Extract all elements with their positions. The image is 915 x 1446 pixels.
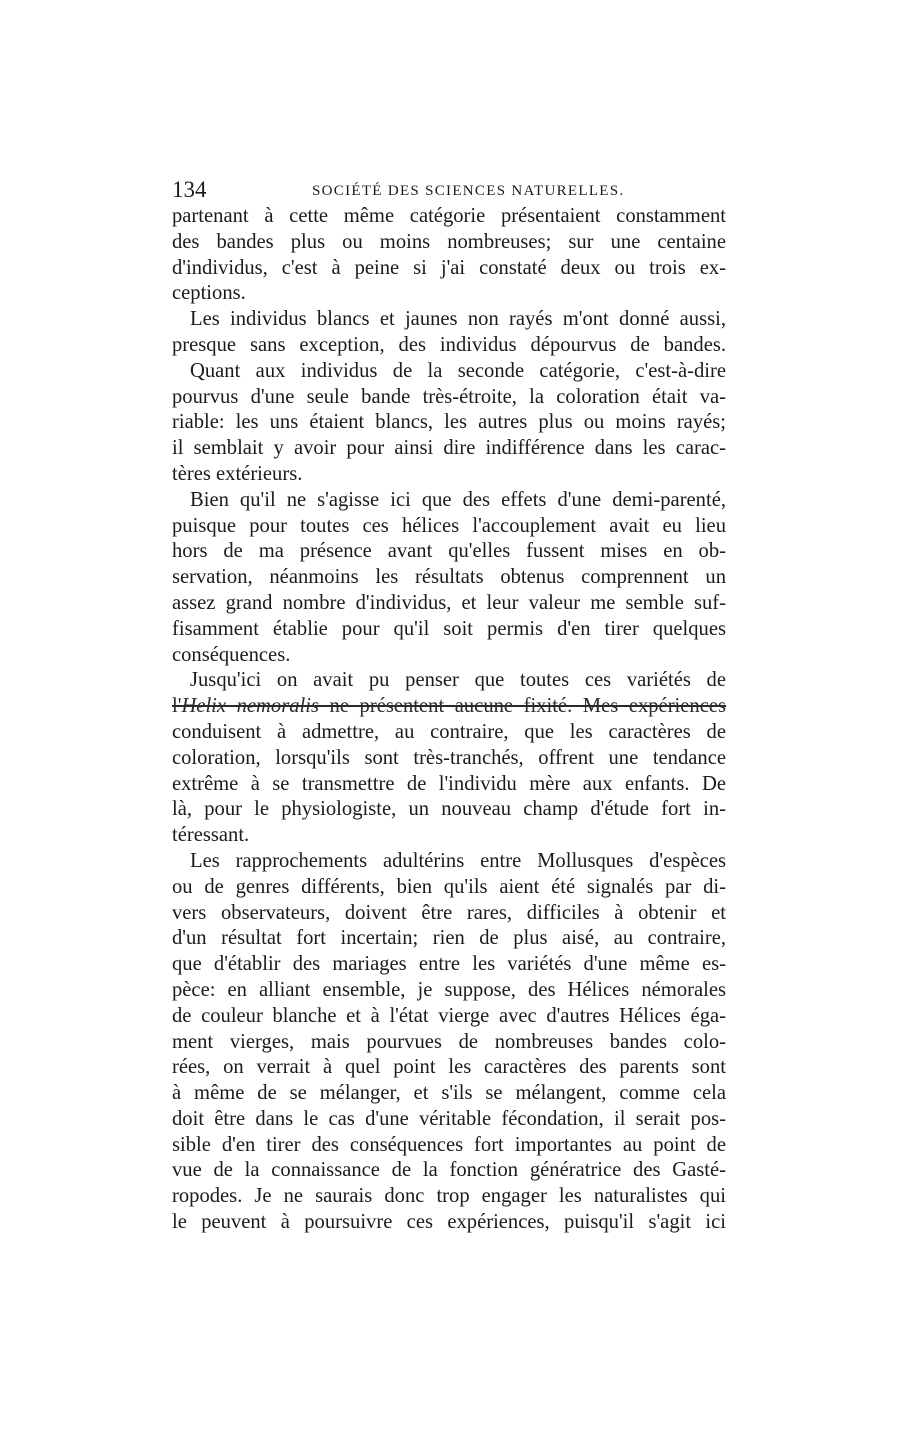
text-line: rées, on verrait à quel point les caractères des parents sont <box>172 1056 726 1079</box>
text-line: d'un résultat fort incertain; rien de plus aisé, au contraire, <box>172 927 726 950</box>
text-line: là, pour le physiologiste, un nouveau champ d'étude fort in- <box>172 798 726 821</box>
text-line: ment vierges, mais pourvues de nombreuses bandes colo- <box>172 1030 726 1053</box>
text-line: puisque pour toutes ces hélices l'accouplement avait eu lieu <box>172 514 726 537</box>
text-line: que d'établir des mariages entre les variétés d'une même es- <box>172 953 726 976</box>
text-line: Jusqu'ici on avait pu penser que toutes ces variétés de <box>190 669 726 692</box>
species-name: Helix nemoralis <box>181 695 319 718</box>
book-page <box>172 176 726 1236</box>
text-line: Bien qu'il ne s'agisse ici que des effets d'une demi-parenté, <box>190 488 726 511</box>
struck-prefix: l' <box>172 695 182 718</box>
text-line: Quant aux individus de la seconde catégorie, c'est-à-dire <box>190 359 726 382</box>
running-head <box>172 176 726 204</box>
text-line: riable: les uns étaient blancs, les autres plus ou moins rayés; <box>172 411 726 434</box>
page-number: 134 <box>172 177 207 202</box>
text-line: ropodes. Je ne saurais donc trop engager les naturalistes qui <box>172 1185 726 1208</box>
paragraph <box>172 204 726 307</box>
paragraph <box>172 307 726 359</box>
text-line: extrême à se transmettre de l'individu mère aux enfants. De <box>172 772 726 795</box>
text-line: pourvus d'une seule bande très-étroite, la coloration était va- <box>172 385 726 408</box>
text-line: sible d'en tirer des conséquences fort importantes au point de <box>172 1133 726 1156</box>
text-line: Les individus blancs et jaunes non rayés m'ont donné aussi, <box>190 308 726 331</box>
text-line: Les rapprochements adultérins entre Mollusques d'espèces <box>190 849 726 872</box>
text-line: vers observateurs, doivent être rares, difficiles à obtenir et <box>172 901 726 924</box>
struck-rest: ne présentent aucune fixité. Mes expériences <box>318 695 727 718</box>
text-line: pèce: en alliant ensemble, je suppose, des Hélices némorales <box>172 978 726 1001</box>
text-line: conséquences. <box>172 643 291 666</box>
text-line: ceptions. <box>172 282 246 305</box>
paragraph <box>172 849 726 1236</box>
text-line: doit être dans le cas d'une véritable fécondation, il serait pos- <box>172 1107 726 1130</box>
text-line: fisamment établie pour qu'il soit permis d'en tirer quelques <box>172 617 726 640</box>
struck-through-line <box>172 694 726 720</box>
text-line: téressant. <box>172 824 250 847</box>
text-line: des bandes plus ou moins nombreuses; sur une centaine <box>172 230 726 253</box>
paragraph <box>172 359 726 488</box>
text-line: d'individus, c'est à peine si j'ai constaté deux ou trois ex- <box>172 256 726 279</box>
text-line: il semblait y avoir pour ainsi dire indifférence dans les carac- <box>172 437 726 460</box>
text-line: le peuvent à poursuivre ces expériences, puisqu'il s'agit ici <box>172 1211 726 1234</box>
text-line: coloration, lorsqu'ils sont très-tranchés, offrent une tendance <box>172 746 726 769</box>
text-line: partenant à cette même catégorie présentaient constamment <box>172 205 726 227</box>
text-line: de couleur blanche et à l'état vierge avec d'autres Hélices éga- <box>172 1004 726 1027</box>
text-line: hors de ma présence avant qu'elles fussent mises en ob- <box>172 540 726 563</box>
running-title: SOCIÉTÉ DES SCIENCES NATURELLES. <box>312 183 625 199</box>
text-line: tères extérieurs. <box>172 462 303 485</box>
text-line: ou de genres différents, bien qu'ils aient été signalés par di- <box>172 875 726 898</box>
text-line: assez grand nombre d'individus, et leur valeur me semble suf- <box>172 591 726 614</box>
paragraph <box>172 668 726 849</box>
text-line: presque sans exception, des individus dépourvus de bandes. <box>172 333 726 356</box>
body-text <box>172 204 726 1236</box>
text-line: servation, néanmoins les résultats obtenus comprennent un <box>172 566 726 589</box>
text-line: conduisent à admettre, au contraire, que les caractères de <box>172 720 726 743</box>
text-line: vue de la connaissance de la fonction génératrice des Gasté- <box>172 1159 726 1182</box>
paragraph <box>172 488 726 669</box>
text-line: à même de se mélanger, et s'ils se mélangent, comme cela <box>172 1082 726 1105</box>
